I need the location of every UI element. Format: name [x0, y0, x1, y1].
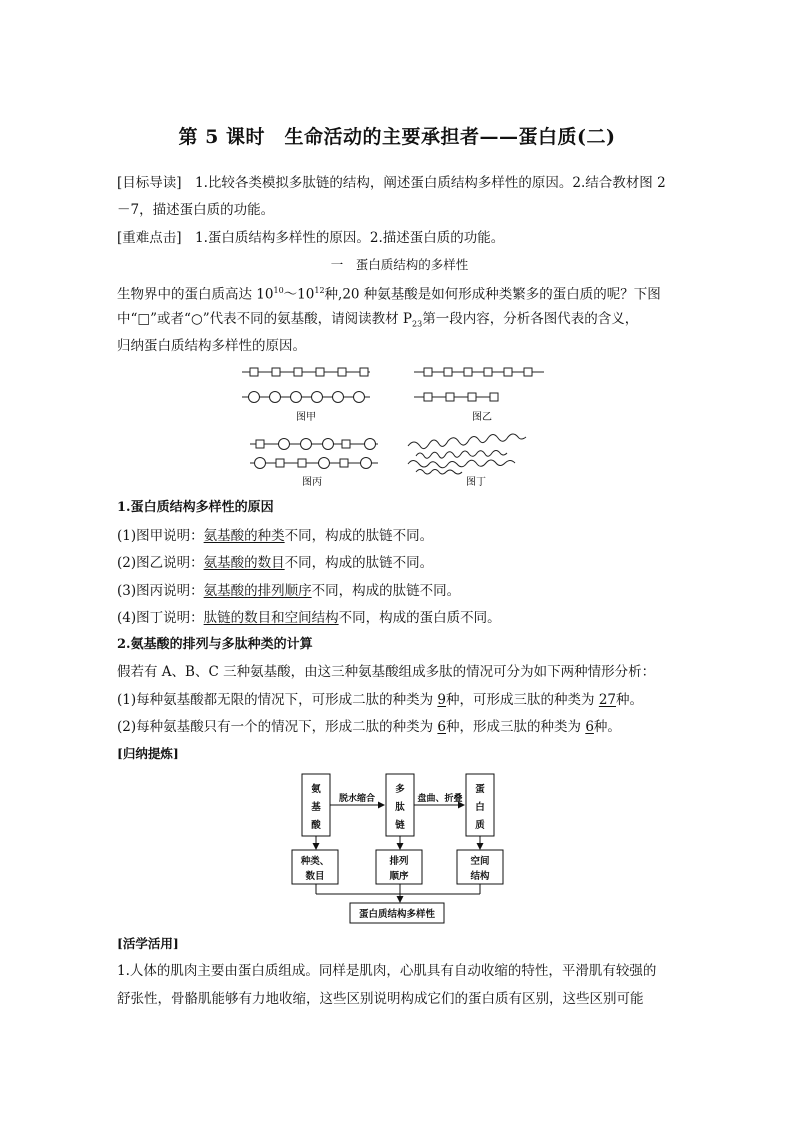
reason-answer: 氨基酸的种类: [203, 528, 285, 544]
figure-ding: [408, 434, 526, 474]
diagram-text: 空间: [470, 856, 490, 867]
reason-item-3: [117, 582, 682, 600]
exponent: 12: [314, 286, 325, 295]
calc-case-2: [117, 718, 682, 736]
reason-suffix: 不同，构成的肽链不同。: [284, 528, 434, 544]
calc-case-1: [117, 691, 682, 709]
calc-text: 种。: [593, 719, 621, 735]
calc-text: (1)每种氨基酸都无限的情况下，可形成二肽的种类为: [117, 692, 438, 708]
figure-yi: [414, 368, 544, 401]
calc-text: 种。: [616, 692, 643, 708]
diagram-text: 白: [475, 802, 485, 813]
dipeptide-count: 6: [437, 719, 447, 735]
diagram-result-text: 蛋白质结构多样性: [358, 909, 436, 920]
reason-suffix: 不同，构成的蛋白质不同。: [338, 610, 501, 626]
reason-answer: 肽链的数目和空间结构: [203, 610, 339, 626]
figure-ding-label: 图丁: [466, 477, 486, 488]
tripeptide-count: 6: [585, 719, 594, 735]
diagram-text: 链: [395, 820, 405, 831]
diagram-text: 基: [311, 802, 321, 813]
figure-jia-label: 图甲: [296, 412, 316, 423]
apply-label: [活学活用]: [117, 936, 179, 951]
section1-title: 一 蛋白质结构的多样性: [330, 257, 469, 272]
figure-yi-label: 图乙: [472, 412, 492, 423]
calc-text: 种，可形成三肽的种类为: [446, 692, 599, 708]
reason-prefix: (4)图丁说明：: [117, 610, 204, 626]
figure-jia: [242, 368, 370, 403]
reason-prefix: (3)图丙说明：: [117, 583, 204, 599]
reason-item-1: [117, 527, 682, 545]
calc-intro: 假若有 A、B、C 三种氨基酸，由这三种氨基酸组成多肽的情况可分为如下两种情形分析：: [117, 664, 656, 680]
figure-bing-label: 图丙: [302, 477, 322, 488]
calc-text: 种，形成三肽的种类为: [446, 719, 586, 735]
intro-text: ～10: [283, 286, 315, 303]
diagram-text: 种类、: [300, 856, 330, 867]
question-1-line-1: 1.人体的肌肉主要由蛋白质组成。同样是肌肉，心肌具有自动收缩的特性，平滑肌有较强的: [117, 963, 657, 979]
diagram-text: 质: [475, 820, 485, 831]
intro-line-3: 归纳蛋白质结构多样性的原因。: [117, 338, 306, 354]
peptide-figures: [236, 360, 556, 490]
reason-suffix: 不同，构成的肽链不同。: [311, 583, 461, 599]
diagram-text: 氨: [311, 784, 321, 795]
reason-answer: 氨基酸的排列顺序: [203, 583, 312, 599]
diagram-text: 蛋: [475, 784, 485, 795]
intro-text: 第一段内容，分析各图代表的含义，: [422, 311, 639, 327]
reason-suffix: 不同，构成的肽链不同。: [284, 555, 434, 571]
intro-text: 中“□”或者“○”代表不同的氨基酸，请阅读教材 P: [117, 311, 413, 327]
goals-label: [目标导读]: [117, 175, 182, 191]
goals-line-1: [117, 174, 682, 192]
reason-prefix: (1)图甲说明：: [117, 528, 204, 544]
goals-text: 1.比较各类模拟多肽链的结构，阐述蛋白质结构多样性的原因。2.结合教材图 2: [181, 175, 666, 191]
diagram-text: 肽: [395, 802, 405, 813]
dipeptide-count: 9: [437, 692, 447, 708]
subscript: 23: [412, 319, 423, 329]
diagram-text: 多: [395, 784, 405, 795]
summary-label: [归纳提炼]: [117, 746, 179, 761]
intro-text: 种,20 种氨基酸是如何形成种类繁多的蛋白质的呢？下图: [324, 286, 661, 303]
diagram-text: 酸: [311, 820, 321, 831]
reason-item-2: [117, 554, 682, 572]
focus-line: [117, 229, 682, 247]
intro-line-1: [117, 282, 682, 304]
diagram-text: 结构: [470, 871, 490, 882]
intro-line-2: [117, 310, 682, 334]
calc-text: (2)每种氨基酸只有一个的情况下，形成二肽的种类为: [117, 719, 438, 735]
exponent: 10: [273, 286, 284, 295]
reasons-heading: 1.蛋白质结构多样性的原因: [117, 500, 274, 515]
reason-prefix: (2)图乙说明：: [117, 555, 204, 571]
arrow-label-dehydration: 脱水缩合: [338, 794, 376, 804]
reason-item-4: [117, 609, 682, 627]
focus-label: [重难点击]: [117, 230, 182, 246]
goals-line-2: －7，描述蛋白质的功能。: [117, 202, 275, 218]
diagram-text: 数目: [305, 871, 325, 882]
focus-text: 1.蛋白质结构多样性的原因。2.描述蛋白质的功能。: [181, 230, 505, 246]
structure-diversity-diagram: [280, 766, 520, 926]
question-1-line-2: 舒张性，骨骼肌能够有力地收缩，这些区别说明构成它们的蛋白质有区别，这些区别可能: [117, 991, 644, 1007]
diagram-text: 排列: [389, 856, 409, 867]
figure-bing: [250, 439, 378, 469]
tripeptide-count: 27: [598, 692, 616, 708]
arrow-label-folding: 盘曲、折叠: [417, 794, 463, 804]
calc-heading: 2.氨基酸的排列与多肽种类的计算: [117, 637, 313, 652]
intro-text: 生物界中的蛋白质高达 10: [117, 286, 274, 303]
reason-answer: 氨基酸的数目: [203, 555, 285, 571]
diagram-text: 顺序: [389, 871, 409, 882]
page-title: 第 5 课时 生命活动的主要承担者——蛋白质(二): [178, 126, 616, 148]
